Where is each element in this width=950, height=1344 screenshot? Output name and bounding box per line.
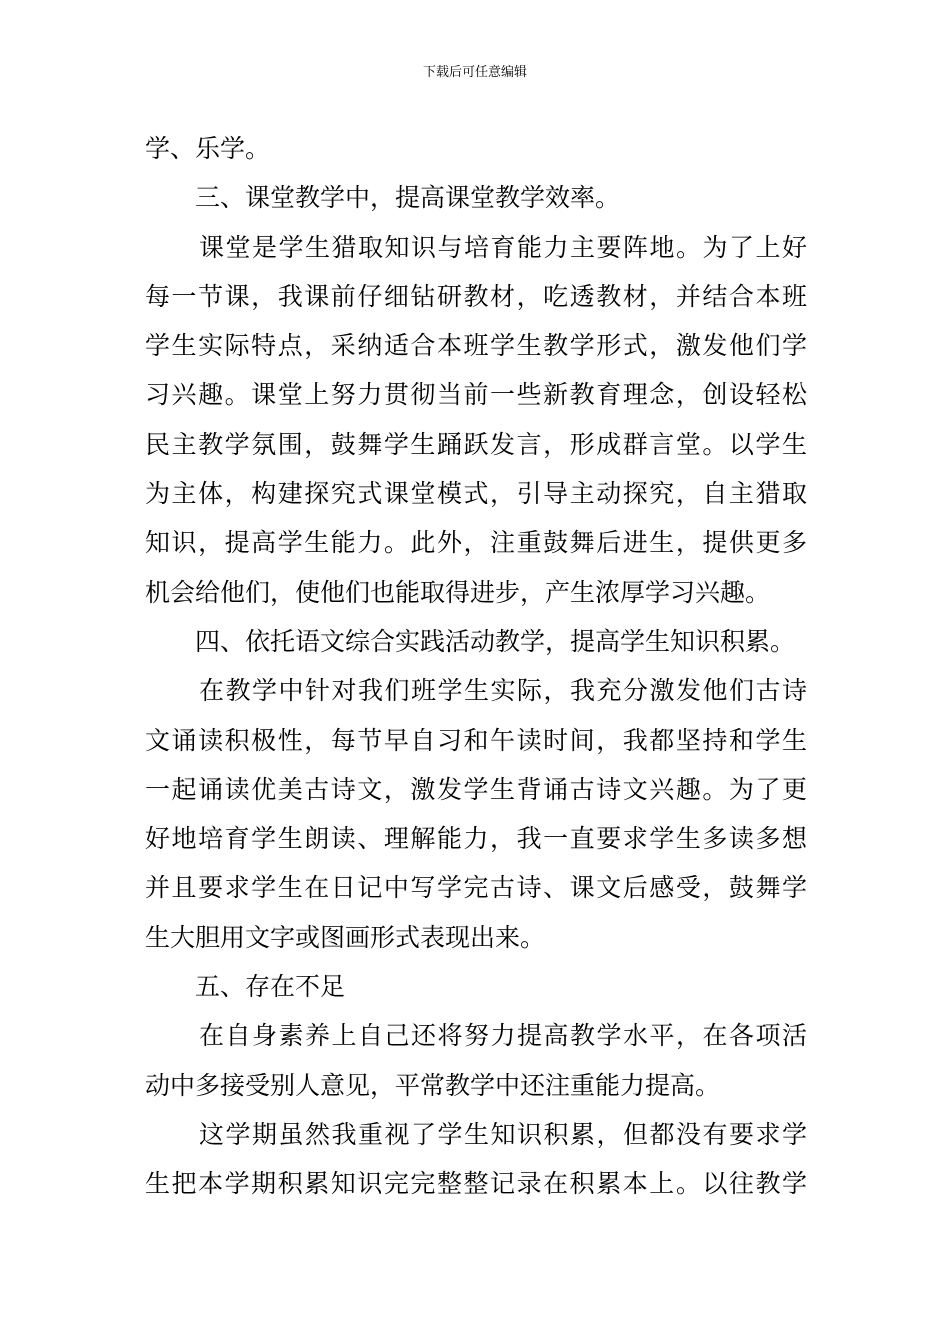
text-line: 知识，提高学生能力。此外，注重鼓舞后进生，提供更多 <box>145 528 807 558</box>
section-heading: 三、课堂教学中，提高课堂教学效率。 <box>195 183 621 213</box>
text-line: 动中多接受别人意见，平常教学中还注重能力提高。 <box>145 1070 721 1100</box>
section-heading: 四、依托语文综合实践活动教学，提高学生知识积累。 <box>195 626 796 656</box>
document-body <box>145 124 807 1209</box>
text-line: 每一节课，我课前仔细钻研教材，吃透教材，并结合本班 <box>145 281 807 311</box>
text-line: 习兴趣。课堂上努力贯彻当前一些新教育理念，创设轻松 <box>145 380 807 410</box>
text-line: 一起诵读优美古诗文，激发学生背诵古诗文兴趣。为了更 <box>145 774 807 804</box>
text-line: 好地培育学生朗读、理解能力，我一直要求学生多读多想 <box>145 824 807 854</box>
text-line: 生把本学期积累知识完完整整记录在积累本上。以往教学 <box>145 1169 807 1199</box>
text-line: 在自身素养上自己还将努力提高教学水平，在各项活 <box>199 1021 807 1051</box>
text-line: 民主教学氛围，鼓舞学生踊跃发言，形成群言堂。以学生 <box>145 429 807 459</box>
page-header: 下载后可任意编辑 <box>422 65 527 80</box>
text-line: 在教学中针对我们班学生实际，我充分激发他们古诗 <box>199 676 807 706</box>
text-line: 学、乐学。 <box>145 134 271 163</box>
text-line: 这学期虽然我重视了学生知识积累，但都没有要求学 <box>199 1119 807 1149</box>
text-line: 学生实际特点，采纳适合本班学生教学形式，激发他们学 <box>145 331 807 361</box>
text-line: 并且要求学生在日记中写学完古诗、课文后感受，鼓舞学 <box>145 873 807 903</box>
text-line: 生大胆用文字或图画形式表现出来。 <box>145 922 546 952</box>
text-line: 文诵读积极性，每节早自习和午读时间，我都坚持和学生 <box>145 725 807 755</box>
text-line: 为主体，构建探究式课堂模式，引导主动探究，自主猎取 <box>145 479 807 509</box>
section-heading: 五、存在不足 <box>195 972 346 1002</box>
text-line: 机会给他们，使他们也能取得进步，产生浓厚学习兴趣。 <box>145 577 771 607</box>
text-line: 课堂是学生猎取知识与培育能力主要阵地。为了上好 <box>199 232 807 262</box>
